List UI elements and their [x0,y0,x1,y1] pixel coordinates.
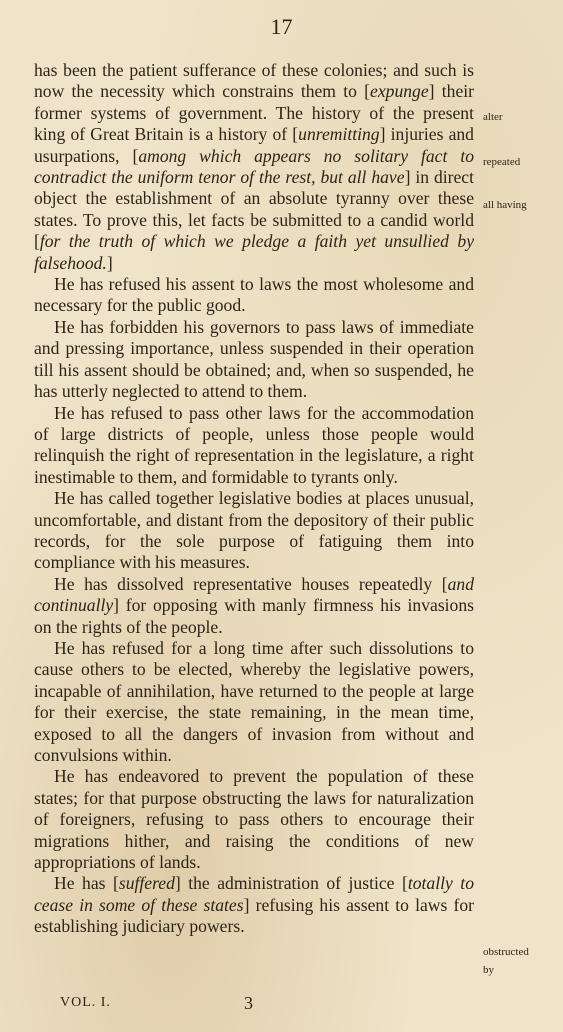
paragraph [34,574,474,638]
paragraph [34,317,474,403]
text-run: He has refused for a long time after such dissolutions to cause others to be elected, whereby the legislative powers, incapable of annihilation, have returned to the people at large for their exercise, the state remaining, in the mean time, exposed to all the dangers of invasion from without and convulsions within. [34,637,474,765]
margin-note-all-having: all having [483,199,527,211]
text-run: ] in direct object the establishment of an absolute tyranny over these states. To prove this, let facts be submitted to a candid world [ [34,167,475,252]
paragraph [34,873,474,937]
paragraph [34,638,474,766]
volume-label: VOL. I. [60,995,111,1010]
text-run: ] their former systems of government. The history of the present king of Great Britain is a history of [ [34,81,474,145]
italic-text: expunge [370,81,429,102]
text-run: ] for opposing with manly firmness his invasions on the rights of the people. [34,595,474,637]
text-run: ] the administration of justice [ [174,873,408,894]
margin-note-alter: alter [483,111,503,123]
paragraph [34,274,474,317]
text-run: ] [106,252,113,273]
text-run: He has refused his assent to laws the most wholesome and necessary for the public good. [34,274,474,316]
body-text [34,60,474,938]
margin-note-by: by [483,964,494,976]
paragraph [34,488,474,574]
signature-mark: 3 [244,993,253,1013]
margin-note-obstructed: obstructed [483,946,529,958]
page-number: 17 [270,14,293,39]
italic-text: suffered [118,873,175,894]
paragraph [34,60,474,274]
paragraph [34,766,474,873]
text-run: He has refused to pass other laws for the accommodation of large districts of people, unless those people would relinquish the right of representation in the legislature, a right inestimable to them, and formidable to tyrants only. [34,402,474,487]
text-run: He has forbidden his governors to pass laws of immediate and pressing importance, unless suspended in their operation till his assent should be obtained; and, when so suspended, he has utterly neglected to attend to them. [34,316,474,402]
italic-text: and continually [34,573,474,616]
paragraph [34,403,474,489]
text-run: He has called together legislative bodies at places unusual, uncomfortable, and distant from the depository of their public records, for the sole purpose of fatiguing them into compliance with his measures. [34,488,474,573]
text-run: He has [ [54,873,119,894]
text-run: ] injuries and usurpations, [ [34,124,474,166]
italic-text: for the truth of which we pledge a faith yet unsullied by falsehood. [34,231,474,273]
italic-text: among which appears no solitary fact to contradict the uniform tenor of the rest, but all have [34,145,475,188]
margin-note-repeated: repeated [483,156,521,168]
italic-text: totally to cease in some of these states [34,873,474,915]
text-run: He has dissolved representative houses repeatedly [ [54,573,448,594]
text-run: ] refusing his assent to laws for establishing judiciary powers. [34,894,474,937]
italic-text: unremitting [298,124,380,145]
text-run: He has endeavored to prevent the population of these states; for that purpose obstructing the laws for naturalization of foreigners, refusing to pass others to encourage their migrations hither, and raising the conditions of new appropriations of lands. [34,766,474,873]
text-run: has been the patient sufferance of these colonies; and such is now the necessity which constrains them to [ [34,60,474,102]
